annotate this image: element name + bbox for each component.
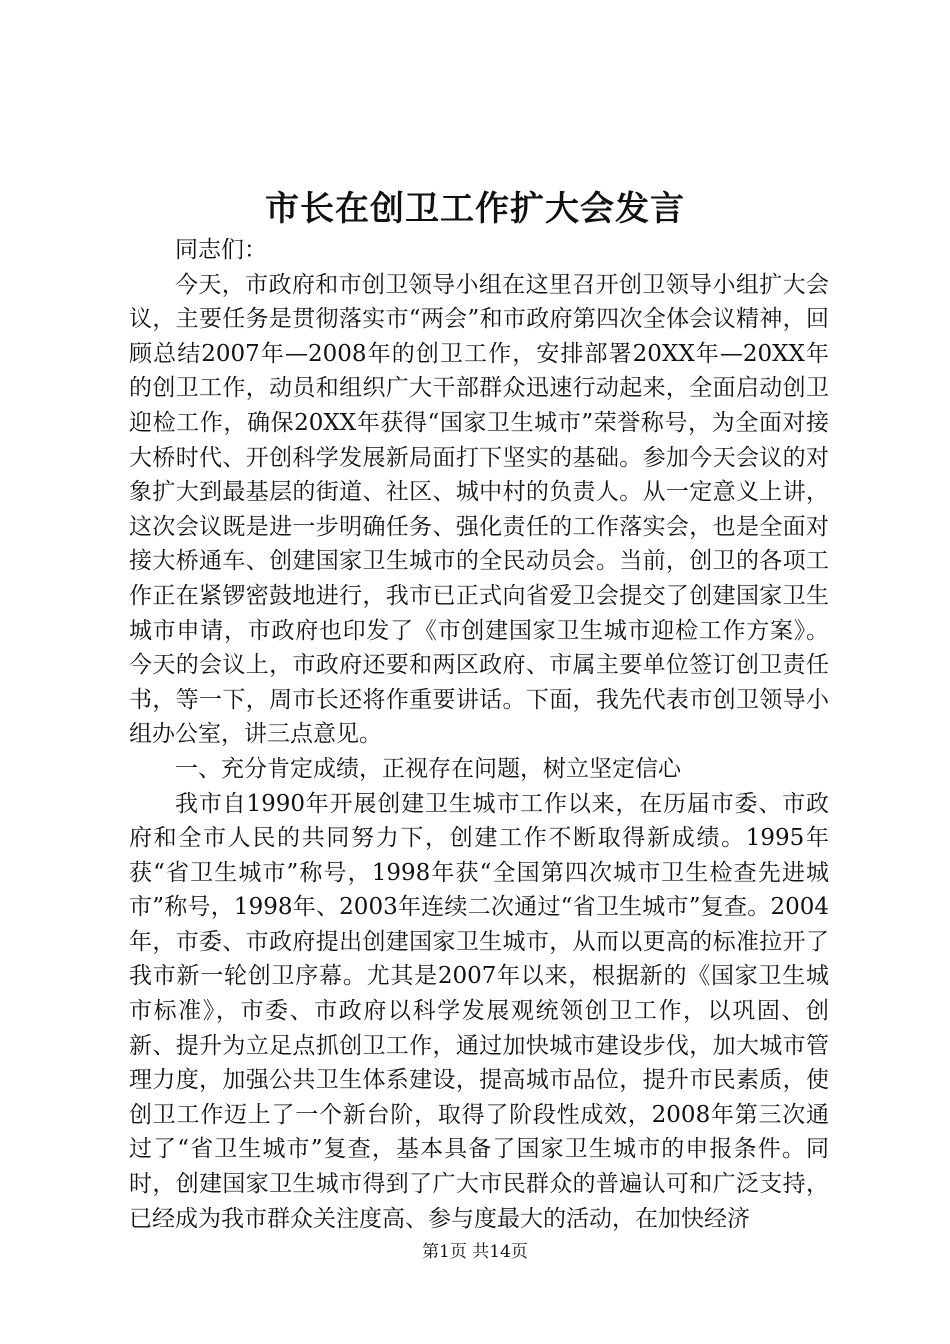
document-body xyxy=(129,233,829,1236)
section-heading: 一、充分肯定成绩，正视存在问题，树立坚定信心 xyxy=(175,755,681,782)
document-title: 市长在创卫工作扩大会发言 xyxy=(265,189,685,229)
page-number-footer: 第1页 共14页 xyxy=(422,1242,528,1262)
section-paragraph: 我市自1990年开展创建卫生城市工作以来，在历届市委、市政府和全市人民的共同努力下，创建工作不断取得新成绩。1995年获“省卫生城市”称号，1998年获“全国第四次城市卫生检查先进城市”称号，1998年、2003年连续二次通过“省卫生城市”复查。2004年，市委、市政府提出创建国家卫生城市，从而以更高的标准拉开了我市新一轮创卫序幕。尤其是2007年以来，根据新的《国家卫生城市标准》，市委、市政府以科学发展观统领创卫工作，以巩固、创新、提升为立足点抓创卫工作，通过加快城市建设步伐，加大城市管理力度，加强公共卫生体系建设，提高城市品位，提升市民素质，使创卫工作迈上了一个新台阶，取得了阶段性成效，2008年第三次通过了“省卫生城市”复查，基本具备了国家卫生城市的申报条件。同时，创建国家卫生城市得到了广大市民群众的普遍认可和广泛支持，已经成为我市群众关注度高、参与度最大的活动，在加快经济 xyxy=(129,790,829,1232)
salutation-paragraph: 同志们： xyxy=(175,237,267,263)
intro-paragraph: 今天，市政府和市创卫领导小组在这里召开创卫领导小组扩大会议，主要任务是贯彻落实市“两会”和市政府第四次全体会议精神，回顾总结2007年—2008年的创卫工作，安排部署20XX年—20XX年的创卫工作，动员和组织广大干部群众迅速行动起来，全面启动创卫迎检工作，确保20XX年获得“国家卫生城市”荣誉称号，为全面对接大桥时代、开创科学发展新局面打下坚实的基础。参加今天会议的对象扩大到最基层的街道、社区、城中村的负责人。从一定意义上讲，这次会议既是进一步明确任务、强化责任的工作落实会，也是全面对接大桥通车、创建国家卫生城市的全民动员会。当前，创卫的各项工作正在紧锣密鼓地进行，我市已正式向省爱卫会提交了创建国家卫生城市申请，市政府也印发了《市创建国家卫生城市迎检工作方案》。今天的会议上，市政府还要和两区政府、市属主要单位签订创卫责任书，等一下，周市长还将作重要讲话。下面，我先代表市创卫领导小组办公室，讲三点意见。 xyxy=(129,271,829,748)
